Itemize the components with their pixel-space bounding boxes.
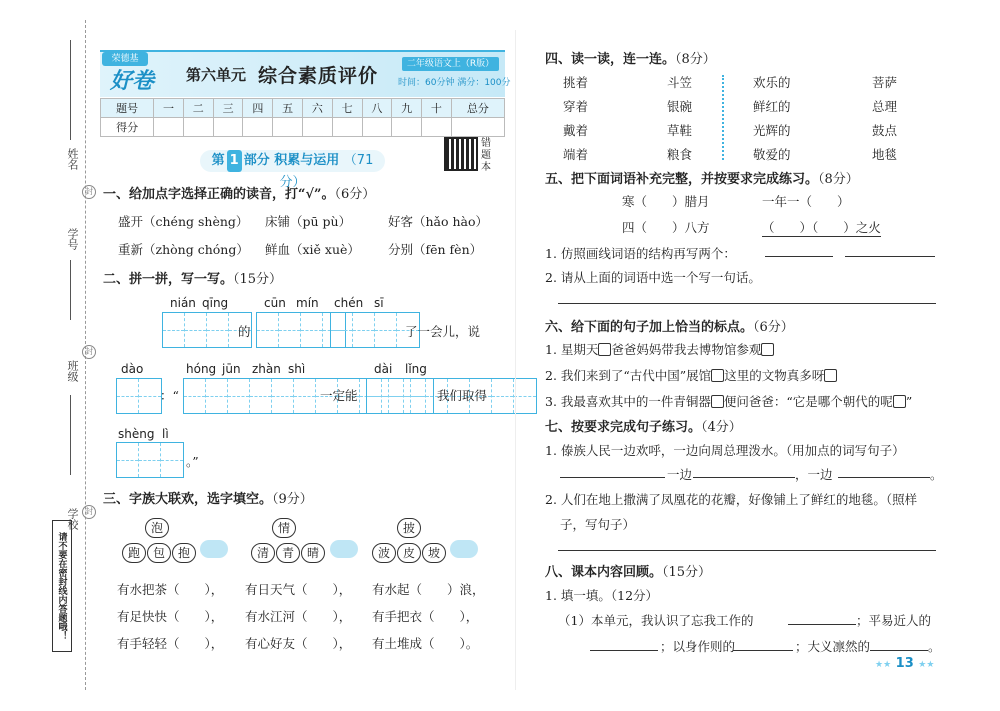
answer-line[interactable] [590, 650, 658, 651]
q1-item[interactable]: 重新（zhòng chóng） [118, 242, 249, 257]
score-cell[interactable] [302, 118, 332, 137]
match-item[interactable]: 总理 [872, 99, 898, 114]
q2-text: 了一会儿，说 [405, 324, 481, 339]
pinyin: jūn [222, 362, 241, 376]
seal-mark: 封 [82, 345, 96, 359]
idiom-fill[interactable]: 一年一（ ） [762, 194, 850, 209]
star-icon: ★★ [875, 660, 892, 670]
q7-text: ，一边 [795, 467, 833, 482]
match-item[interactable]: 银碗 [667, 99, 693, 114]
pinyin: shì [288, 362, 306, 376]
score-cell[interactable] [392, 118, 422, 137]
time-info: 时间：60分钟 满分：100分 [398, 78, 511, 88]
pinyin: zhàn [252, 362, 281, 376]
char-family-mid: 皮 [397, 543, 421, 563]
q6-title-text: 六、给下面的句子加上恰当的标点。 [545, 320, 754, 335]
q1-item[interactable]: 床铺（pū pù） [265, 214, 352, 229]
score-header-cell: 十 [422, 99, 452, 118]
pinyin: lì [162, 427, 169, 441]
score-header-cell: 六 [302, 99, 332, 118]
grade-badge: 二年级语文上（R版） [402, 57, 499, 71]
q3-fill[interactable]: 有水江河（ ）， [245, 609, 352, 624]
q3-fill[interactable]: 有水起（ ）浪， [372, 582, 485, 597]
score-header-cell: 五 [273, 99, 303, 118]
char-family-mid: 包 [147, 543, 171, 563]
q8-sub1: 1. 填一填。（12分） [545, 588, 659, 603]
score-cell[interactable] [332, 118, 362, 137]
match-item[interactable]: 挑着 [563, 75, 589, 90]
q7-text: 一边 [667, 467, 693, 482]
part-title [200, 150, 385, 190]
star-icon: ★★ [918, 660, 935, 670]
match-item[interactable]: 光辉的 [753, 123, 791, 138]
match-item[interactable]: 粮食 [667, 147, 693, 162]
seal-mark: 封 [82, 505, 96, 519]
q4-points: （8分） [675, 52, 716, 67]
q6-sentence [545, 366, 837, 384]
q6-text: 3. 我最喜欢其中的一件青铜器 [545, 394, 711, 409]
q1-item[interactable]: 好客（hǎo hào） [388, 214, 489, 229]
q3-title [103, 488, 313, 507]
page-number: 13 [895, 656, 914, 671]
q8-line1b: ；平易近人的 [856, 613, 932, 628]
q8-line2b: ；大义凛然的 [795, 639, 871, 654]
pinyin: chén [334, 296, 364, 310]
char-family-left: 清 [251, 543, 275, 563]
score-row-label: 得分 [101, 118, 154, 137]
answer-line[interactable] [558, 550, 936, 551]
q4-title [545, 48, 716, 67]
match-item[interactable]: 欢乐的 [753, 75, 791, 90]
punct-box[interactable] [598, 343, 611, 356]
answer-line[interactable] [788, 624, 856, 625]
match-item[interactable]: 菩萨 [872, 75, 898, 90]
score-cell[interactable] [362, 118, 392, 137]
q5-points: （8分） [818, 172, 859, 187]
char-family-right: 抱 [172, 543, 196, 563]
answer-line[interactable] [733, 650, 793, 651]
q6-text: 这里的文物真多呀 [724, 368, 825, 383]
char-family-top: 泡 [145, 518, 169, 538]
name-label: 姓名 [66, 148, 79, 170]
brand-small: 荣德基 [102, 52, 148, 66]
q6-points: （6分） [753, 320, 794, 335]
pinyin: lǐng [405, 362, 427, 376]
q7-sub2: 2. 人们在地上撒满了凤凰花的花瓣，好像铺上了鲜红的地毯。（照样 [545, 492, 918, 507]
match-item[interactable]: 地毯 [872, 147, 898, 162]
punct-box[interactable] [824, 369, 837, 382]
writing-grid[interactable] [116, 378, 162, 414]
q7-title-text: 七、按要求完成句子练习。 [545, 420, 702, 435]
q8-points: （15分） [662, 565, 712, 580]
part-name: 积累与运用 [274, 153, 340, 168]
qr-label: 错题本 [481, 138, 491, 173]
idiom-fill[interactable]: 寒（ ）腊月 [622, 194, 710, 209]
score-cell[interactable] [451, 118, 504, 137]
score-header-cell: 九 [392, 99, 422, 118]
q3-fill[interactable]: 有土堆成（ ）。 [372, 636, 479, 651]
q5-title-text: 五、把下面词语补充完整，并按要求完成练习。 [545, 172, 819, 187]
q1-item[interactable]: 盛开（chéng shèng） [118, 214, 249, 229]
id-label: 学号 [66, 228, 79, 250]
qr-code-icon[interactable] [444, 137, 478, 171]
page-number-wrap [875, 656, 934, 671]
part-badge-post: 部分 [243, 153, 270, 168]
score-header-cell: 二 [183, 99, 213, 118]
match-item[interactable]: 穿着 [563, 99, 589, 114]
q1-title [103, 183, 375, 202]
q8-title [545, 561, 711, 580]
part-score: （71 分） [279, 153, 374, 190]
idiom-fill[interactable]: 四（ ）八方 [622, 220, 710, 235]
q6-text: 便问爸爸：“它是哪个朝代的呢 [723, 394, 893, 409]
matching-divider [722, 75, 724, 160]
punct-box[interactable] [761, 343, 774, 356]
pinyin: hóng [186, 362, 217, 376]
q3-fill[interactable]: 有手轻轻（ ）， [117, 636, 224, 651]
q7-sub1: 1. 傣族人民一边欢呼，一边向周总理泼水。（用加点的词写句子） [545, 443, 905, 458]
brand-logo: 好卷 [110, 69, 155, 94]
answer-line[interactable] [765, 256, 833, 257]
score-cell[interactable] [183, 118, 213, 137]
q6-text: 2. 我们来到了“古代中国”展馆 [545, 368, 712, 383]
q2-title-text: 二、拼一拼，写一写。 [103, 272, 234, 287]
char-family-right: 晴 [301, 543, 325, 563]
q5-title [545, 168, 859, 187]
pinyin: dào [121, 362, 144, 376]
q3-fill[interactable]: 有日天气（ ）， [245, 582, 352, 597]
idiom-fill-underlined[interactable]: （ ）（ ）之火 [762, 220, 881, 235]
q8-line2c: 。 [928, 639, 941, 654]
q6-sentence [545, 392, 912, 410]
punct-box[interactable] [711, 369, 724, 382]
match-item[interactable]: 端着 [563, 147, 589, 162]
q5-sub1: 1. 仿照画线词语的结构再写两个： [545, 246, 736, 261]
score-cell[interactable] [154, 118, 184, 137]
punct-box[interactable] [893, 395, 906, 408]
q6-text: 爸爸妈妈带我去博物馆参观 [611, 342, 762, 357]
score-cell[interactable] [273, 118, 303, 137]
q2-text: 。” [186, 454, 199, 469]
unit-label: 第六单元 [186, 66, 247, 84]
q6-text: ” [905, 394, 913, 409]
char-family-top: 披 [397, 518, 421, 538]
char-family-left: 波 [372, 543, 396, 563]
answer-line[interactable] [845, 256, 935, 257]
writing-grid[interactable] [366, 378, 434, 414]
char-family-left: 跑 [122, 543, 146, 563]
q1-item[interactable]: 分别（fēn fèn） [388, 242, 483, 257]
q5-sub2: 2. 请从上面的词语中选一个写一句话。 [545, 270, 761, 285]
punct-box[interactable] [711, 395, 724, 408]
char-family-top: 情 [272, 518, 296, 538]
cloud-decoration [330, 540, 358, 558]
part-number: 1 [227, 150, 242, 172]
q1-item[interactable]: 鲜血（xiě xuè） [265, 242, 360, 257]
score-header-cell: 一 [154, 99, 184, 118]
page-divider [515, 30, 516, 690]
q3-fill[interactable]: 有心好友（ ）， [245, 636, 352, 651]
match-item[interactable]: 草鞋 [667, 123, 693, 138]
q8-line1a: （1）本单元，我认识了忘我工作的 [558, 613, 754, 628]
char-family-right: 坡 [422, 543, 446, 563]
q2-text: 我们取得 [437, 388, 488, 403]
name-field[interactable] [70, 40, 71, 140]
q3-title-text: 三、字族大联欢，选字填空。 [103, 492, 273, 507]
score-cell[interactable] [243, 118, 273, 137]
q2-points: （15分） [233, 272, 283, 287]
match-item[interactable]: 鲜红的 [753, 99, 791, 114]
score-cell[interactable] [422, 118, 452, 137]
school-label: 学校 [66, 508, 79, 530]
pinyin: mín [296, 296, 319, 310]
pinyin: shèng [118, 427, 155, 441]
q2-text: ：“ [160, 388, 179, 403]
score-header-cell: 题号 [101, 99, 154, 118]
q1-title-text: 一、给加点字选择正确的读音，打“√”。 [103, 187, 335, 202]
q7-points: （4分） [701, 420, 742, 435]
cloud-decoration [450, 540, 478, 558]
q7-sub2-cont: 子，写句子） [560, 517, 636, 532]
q7-text: 。 [930, 467, 943, 482]
answer-line[interactable] [558, 303, 936, 304]
q2-title [103, 268, 282, 287]
pinyin: sī [374, 296, 384, 310]
score-header-cell: 七 [332, 99, 362, 118]
q3-fill[interactable]: 有水把茶（ ）， [117, 582, 224, 597]
answer-line[interactable] [693, 477, 795, 478]
score-cell[interactable] [213, 118, 243, 137]
q1-points: （6分） [334, 187, 376, 202]
q2-text: 一定能 [320, 388, 358, 403]
part-badge-pre: 第 [211, 153, 225, 168]
answer-line[interactable] [870, 650, 928, 651]
char-family-mid: 青 [276, 543, 300, 563]
answer-line[interactable] [560, 477, 665, 478]
q4-title-text: 四、读一读，连一连。 [545, 52, 676, 67]
warning-text: 请不要在密封线内答题哦！ [52, 520, 72, 652]
q3-fill[interactable]: 有手把衣（ ）， [372, 609, 479, 624]
q7-title [545, 416, 742, 435]
q3-points: （9分） [272, 492, 313, 507]
pinyin: qīng [202, 296, 229, 310]
cloud-decoration [200, 540, 228, 558]
q6-text: 1. 星期天 [545, 342, 599, 357]
class-label: 班级 [66, 360, 79, 382]
match-item[interactable]: 斗笠 [667, 75, 693, 90]
id-field[interactable] [70, 260, 71, 320]
seal-mark: 封 [82, 185, 96, 199]
class-field[interactable] [70, 395, 71, 475]
score-header-cell: 八 [362, 99, 392, 118]
writing-grid[interactable] [116, 442, 184, 478]
match-item[interactable]: 戴着 [563, 123, 589, 138]
q8-line2a: ；以身作则的 [660, 639, 736, 654]
pinyin: nián [170, 296, 196, 310]
match-item[interactable]: 敬爱的 [753, 147, 791, 162]
q3-fill[interactable]: 有足快快（ ）， [117, 609, 224, 624]
match-item[interactable]: 鼓点 [872, 123, 898, 138]
score-table [100, 98, 505, 137]
page-title: 综合素质评价 [258, 65, 379, 87]
score-header-cell: 三 [213, 99, 243, 118]
score-header-cell: 总分 [451, 99, 504, 118]
q2-text: 的 [238, 324, 251, 339]
q6-sentence [545, 340, 774, 358]
score-header-cell: 四 [243, 99, 273, 118]
pinyin: dài [374, 362, 393, 376]
q6-title [545, 316, 794, 335]
answer-line[interactable] [838, 477, 930, 478]
q8-title-text: 八、课本内容回顾。 [545, 565, 663, 580]
pinyin: cūn [264, 296, 286, 310]
